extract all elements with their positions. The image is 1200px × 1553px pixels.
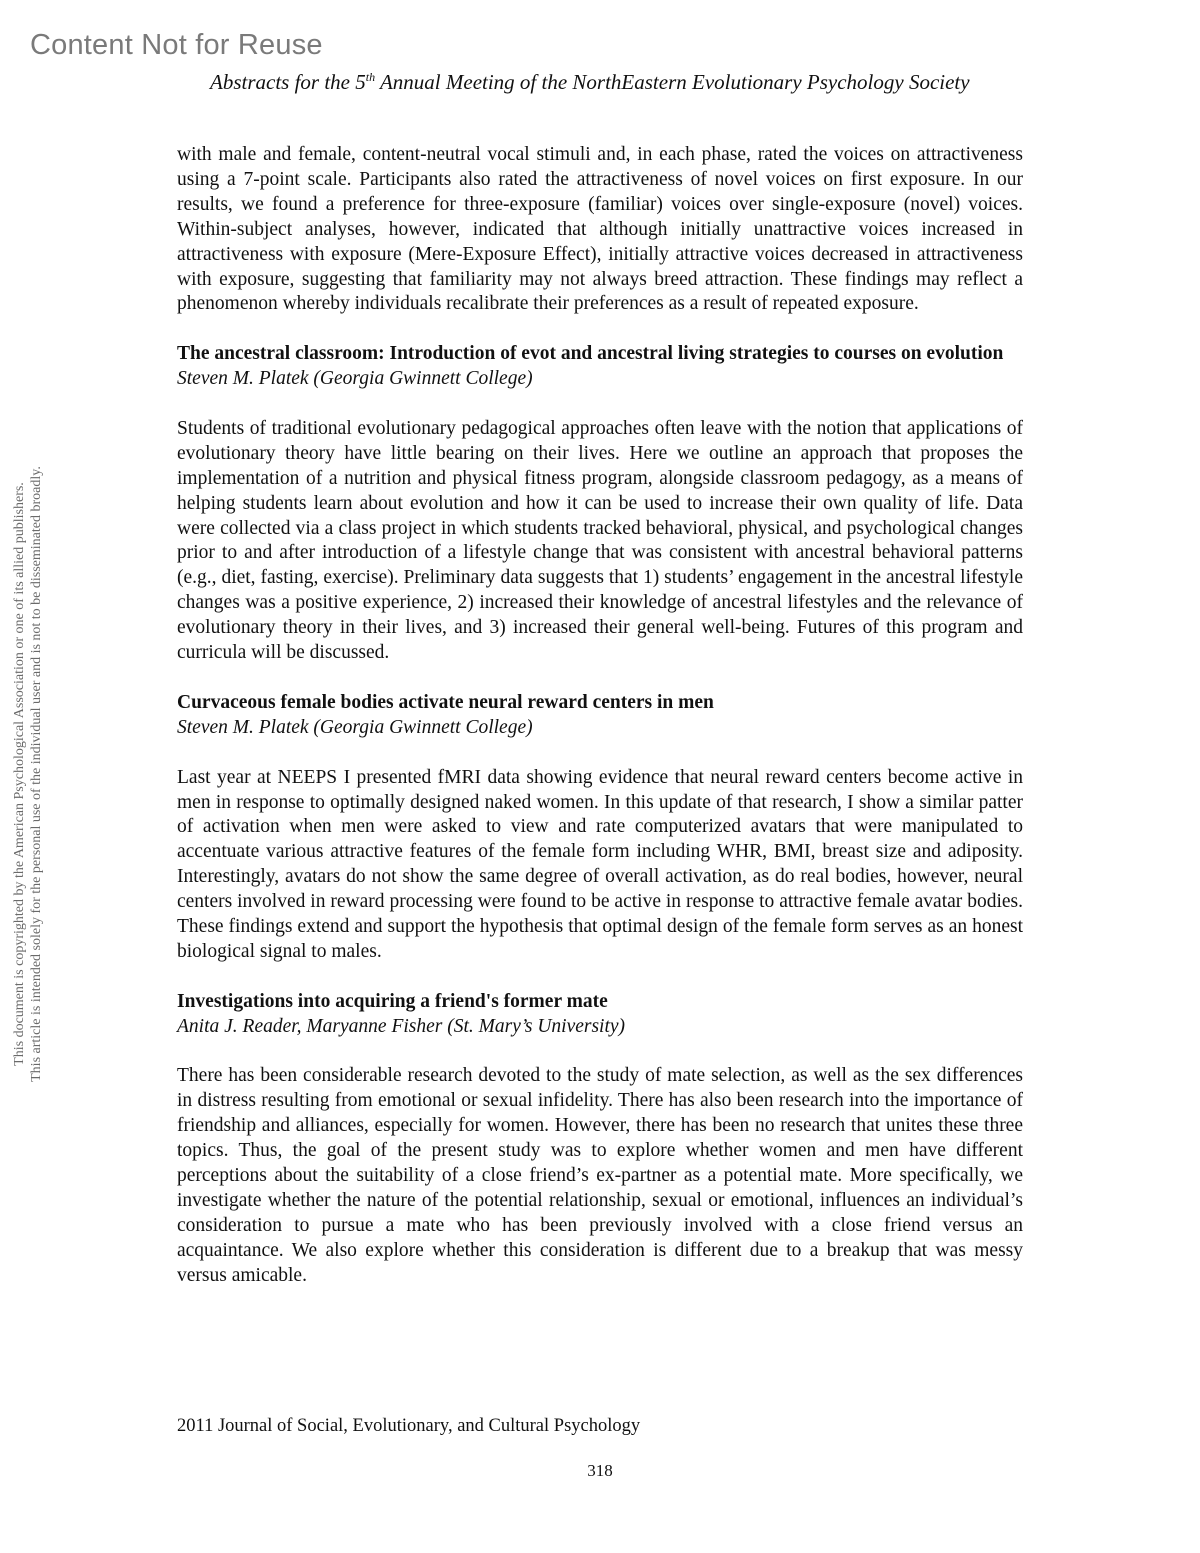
copyright-notice [12, 428, 46, 1120]
watermark: Content Not for Reuse [30, 29, 323, 61]
continued-abstract: with male and female, content-neutral vocal stimuli and, in each phase, rated the voices on attractiveness using a 7-point scale. Participants also rated the attractiveness of novel voices on first exposure. In our results, we found a preference for three-exposure (familiar) voices over single-exposure (novel) voices. Within-subject analyses, however, indicated that although initially unattractive voices increased in attractiveness with exposure (Mere-Exposure Effect), initially attractive voices decreased in attractiveness with exposure, suggesting that familiarity may not always breed attraction. These findings may reflect a phenomenon whereby individuals recalibrate their preferences as a result of repeated exposure. [177, 144, 1023, 315]
copyright-notice-line-1: This document is copyrighted by the American Psychological Association or one of its allied publishers. [12, 482, 27, 1066]
running-header-start: Abstracts for the 5 [210, 70, 366, 94]
abstract-text: Last year at NEEPS I presented fMRI data showing evidence that neural reward centers become active in men in response to optimally designed naked women. In this update of that research, I show a similar patter of activation when men were asked to view and rate computerized avatars that were manipulated to accentuate various attractive features of the female form including WHR, BMI, breast size and adiposity. Interestingly, avatars do not show the same degree of overall activation, as do real bodies, however, neural centers involved in reward processing were found to be active in response to attractive female avatar bodies. These findings extend and support the hypothesis that optimal design of the female form serves as an honest biological signal to males. [177, 766, 1023, 962]
running-header-end: Annual Meeting of the NorthEastern Evolutionary Psychology Society [375, 70, 970, 94]
abstract-entry [177, 691, 1023, 965]
running-header-superscript: th [365, 70, 376, 84]
abstract-entry [177, 990, 1023, 1289]
page-number: 318 [587, 1461, 613, 1480]
abstracts-body [177, 143, 1023, 1289]
abstract-text: There has been considerable research devoted to the study of mate selection, as well as the sex differences in distress resulting from emotional or sexual infidelity. There has also been research into the importance of friendship and alliances, especially for women. However, there has been no research that unites these three topics. Thus, the goal of the present study was to explore whether women and men have different perceptions about the suitability of a close friend’s ex-partner as a potential mate. More specifically, we investigate whether the nature of the potential relationship, sexual or emotional, influences an individual’s consideration to pursue a mate who has been previously involved with a close friend versus an acquaintance. We also explore whether this consideration is different due to a breakup that was messy versus amicable. [177, 1065, 1023, 1286]
footer-journal-name: 2011 Journal of Social, Evolutionary, and Cultural Psychology [177, 1416, 641, 1436]
running-header [210, 70, 1010, 95]
abstract-entry [177, 342, 1023, 666]
abstract-authors: Steven M. Platek (Georgia Gwinnett College) [177, 716, 533, 738]
copyright-notice-line-2: This article is intended solely for the personal use of the individual user and is not to be disseminated broadly. [28, 466, 44, 1082]
abstract-title: The ancestral classroom: Introduction of evot and ancestral living strategies to courses on evolution [177, 343, 1004, 365]
abstract-authors: Steven M. Platek (Georgia Gwinnett College) [177, 368, 533, 390]
abstract-title: Investigations into acquiring a friend's former mate [177, 990, 608, 1012]
abstract-title: Curvaceous female bodies activate neural reward centers in men [177, 691, 714, 713]
abstract-authors: Anita J. Reader, Maryanne Fisher (St. Mary’s University) [177, 1015, 626, 1037]
abstract-text: Students of traditional evolutionary pedagogical approaches often leave with the notion that applications of evolutionary theory have little bearing on their lives. Here we outline an approach that proposes the implementation of a nutrition and physical fitness program, alongside classroom pedagogy, as a means of helping students learn about evolution and how it can be used to increase their own quality of life. Data were collected via a class project in which students tracked behavioral, physical, and psychological changes prior to and after introduction of a lifestyle change that was consistent with ancestral behavioral patterns (e.g., diet, fasting, exercise). Preliminary data suggests that 1) students’ engagement in the ancestral lifestyle changes was a positive experience, 2) increased their knowledge of ancestral lifestyles and the relevance of evolutionary theory in their lives, and 3) increased their general well-being. Futures of this program and curricula will be discussed. [177, 417, 1023, 664]
